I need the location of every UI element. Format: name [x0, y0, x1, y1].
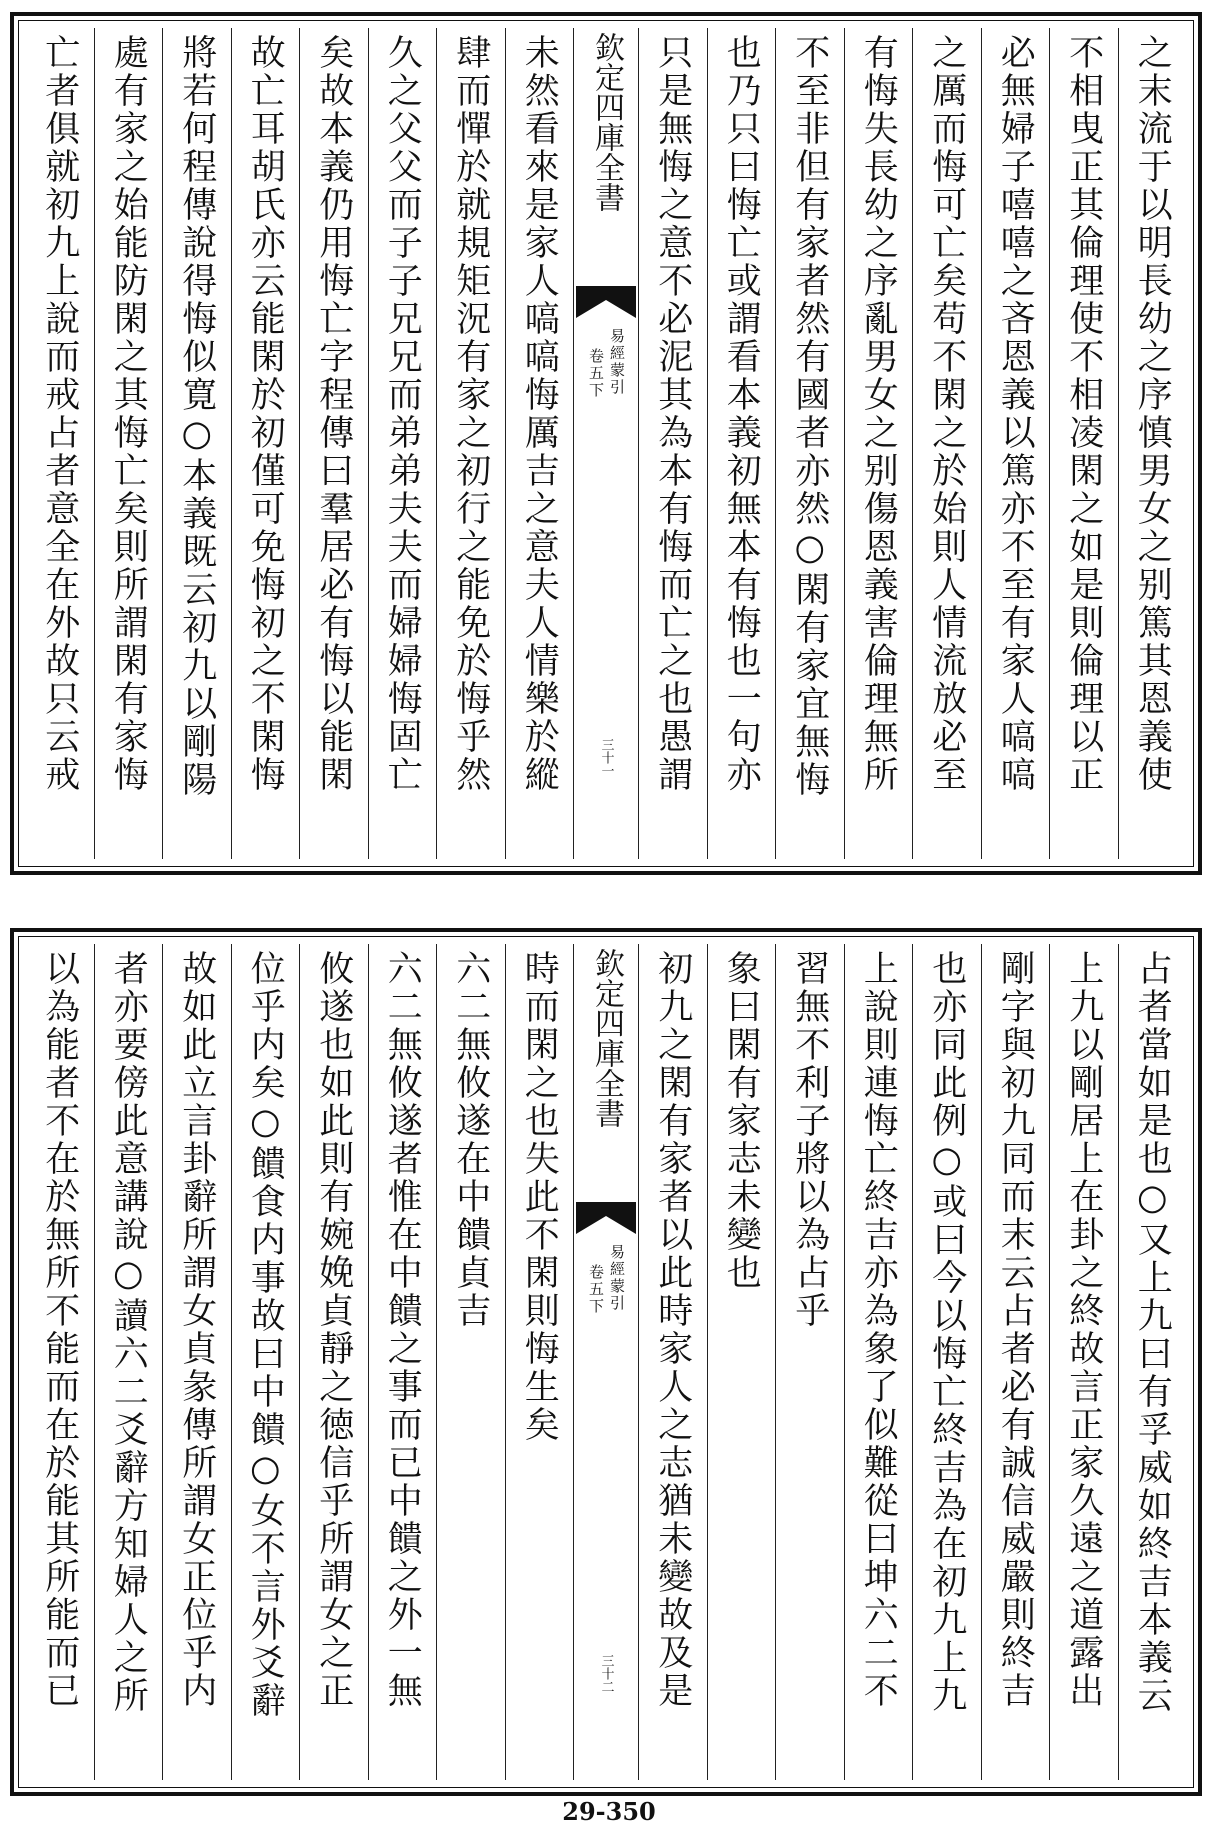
column-text: 有悔失長幼之序亂男女之别傷恩義害倫理無所 [858, 34, 899, 794]
text-column [844, 28, 913, 859]
text-column [844, 944, 913, 1780]
column-text: 象曰閑有家志未變也 [721, 950, 762, 1292]
upper-text-columns [26, 28, 1186, 859]
lower-text-columns [26, 944, 1186, 1780]
text-column [436, 28, 505, 859]
book-title: 易經蒙引 [608, 328, 626, 396]
text-column [981, 944, 1050, 1780]
column-text: 時而閑之也失此不閑則悔生矣 [519, 950, 560, 1444]
column-text: 也亦同此例○或曰今以悔亡終吉為在初九上九 [926, 950, 967, 1715]
text-column [912, 28, 981, 859]
text-column [26, 944, 94, 1780]
column-text: 占者當如是也○又上九曰有孚威如終吉本義云 [1132, 950, 1173, 1715]
book-series-title: 欽定四庫全書 [589, 948, 624, 1128]
column-text: 故如此立言卦辭所謂女貞彖傳所謂女正位乎内 [176, 950, 217, 1710]
text-column [638, 28, 707, 859]
column-text: 位乎内矣○饋食内事故曰中饋○女不言外爻辭 [245, 950, 286, 1720]
column-text: 初九之閑有家者以此時家人之志猶未變故及是 [652, 950, 693, 1710]
text-column [94, 28, 163, 859]
center-spine [573, 28, 638, 859]
upper-page-panel [10, 12, 1202, 875]
text-column [231, 28, 300, 859]
text-column [1118, 28, 1187, 859]
column-text: 只是無悔之意不必泥其為本有悔而亡之也愚謂 [652, 34, 693, 794]
text-column [231, 944, 300, 1780]
column-text: 剛字與初九同而末云占者必有誠信威嚴則終吉 [995, 950, 1036, 1710]
text-column [299, 28, 368, 859]
column-text: 必無婦子嘻嘻之吝恩義以篤亦不至有家人嗃嗃 [995, 34, 1036, 794]
column-text: 習無不利子將以為占乎 [789, 950, 830, 1330]
column-text: 之厲而悔可亡矣苟不閑之於始則人情流放必至 [926, 34, 967, 794]
book-series-title: 欽定四庫全書 [589, 32, 624, 212]
text-column [436, 944, 505, 1780]
text-column [912, 944, 981, 1780]
text-column [775, 28, 844, 859]
fishtail-ornament-icon [576, 1202, 636, 1234]
text-column [299, 944, 368, 1780]
book-title: 易經蒙引 [608, 1244, 626, 1312]
text-column [707, 944, 776, 1780]
text-column [505, 28, 574, 859]
column-text: 以為能者不在於無所不能而在於能其所能而已 [39, 950, 80, 1710]
column-text: 六二無攸遂在中饋貞吉 [450, 950, 491, 1330]
folio-number: 三十一 [598, 738, 614, 777]
text-column [505, 944, 574, 1780]
text-column [707, 28, 776, 859]
center-spine [573, 944, 638, 1780]
column-text: 者亦要傍此意講說○讀六二爻辭方知婦人之所 [108, 950, 149, 1715]
text-column [1049, 28, 1118, 859]
column-text: 將若何程傳說得悔似寛○本義既云初九以剛陽 [176, 34, 217, 799]
text-column [775, 944, 844, 1780]
column-text: 也乃只曰悔亡或謂看本義初無本有悔也一句亦 [721, 34, 762, 794]
column-text: 矣故本義仍用悔亡字程傳曰羣居必有悔以能閑 [313, 34, 354, 794]
text-column [368, 944, 437, 1780]
column-text: 上說則連悔亡終吉亦為象了似難從曰坤六二不 [858, 950, 899, 1710]
column-text: 攸遂也如此則有婉娩貞靜之徳信乎所謂女之正 [313, 950, 354, 1710]
column-text: 不相曳正其倫理使不相凌閑之如是則倫理以正 [1063, 34, 1104, 794]
text-column [26, 28, 94, 859]
column-text: 未然看來是家人嗃嗃悔厲吉之意夫人情樂於縱 [519, 34, 560, 794]
fishtail-ornament-icon [576, 286, 636, 318]
column-text: 六二無攸遂者惟在中饋之事而已中饋之外一無 [382, 950, 423, 1710]
column-text: 亡者俱就初九上說而戒占者意全在外故只云戒 [39, 34, 80, 794]
text-column [162, 944, 231, 1780]
column-text: 之末流于以明長幼之序慎男女之别篤其恩義使 [1132, 34, 1173, 794]
lower-page-panel [10, 928, 1202, 1796]
text-column [1118, 944, 1187, 1780]
page-number: 29-350 [562, 1797, 656, 1826]
text-column [1049, 944, 1118, 1780]
volume-label: 卷五下 [587, 1264, 605, 1315]
column-text: 肆而憚於就規矩況有家之初行之能免於悔乎然 [450, 34, 491, 794]
volume-label: 卷五下 [587, 348, 605, 399]
column-text: 故亡耳胡氏亦云能閑於初僅可免悔初之不閑悔 [245, 34, 286, 794]
text-column [981, 28, 1050, 859]
column-text: 不至非但有家者然有國者亦然○閑有家宜無悔 [789, 34, 830, 799]
column-text: 處有家之始能防閑之其悔亡矣則所謂閑有家悔 [108, 34, 149, 794]
column-text: 久之父父而子子兄兄而弟弟夫夫而婦婦悔固亡 [382, 34, 423, 794]
text-column [94, 944, 163, 1780]
folio-number: 三十二 [598, 1654, 614, 1693]
text-column [162, 28, 231, 859]
column-text: 上九以剛居上在卦之終故言正家久遠之道露出 [1063, 950, 1104, 1710]
text-column [638, 944, 707, 1780]
text-column [368, 28, 437, 859]
